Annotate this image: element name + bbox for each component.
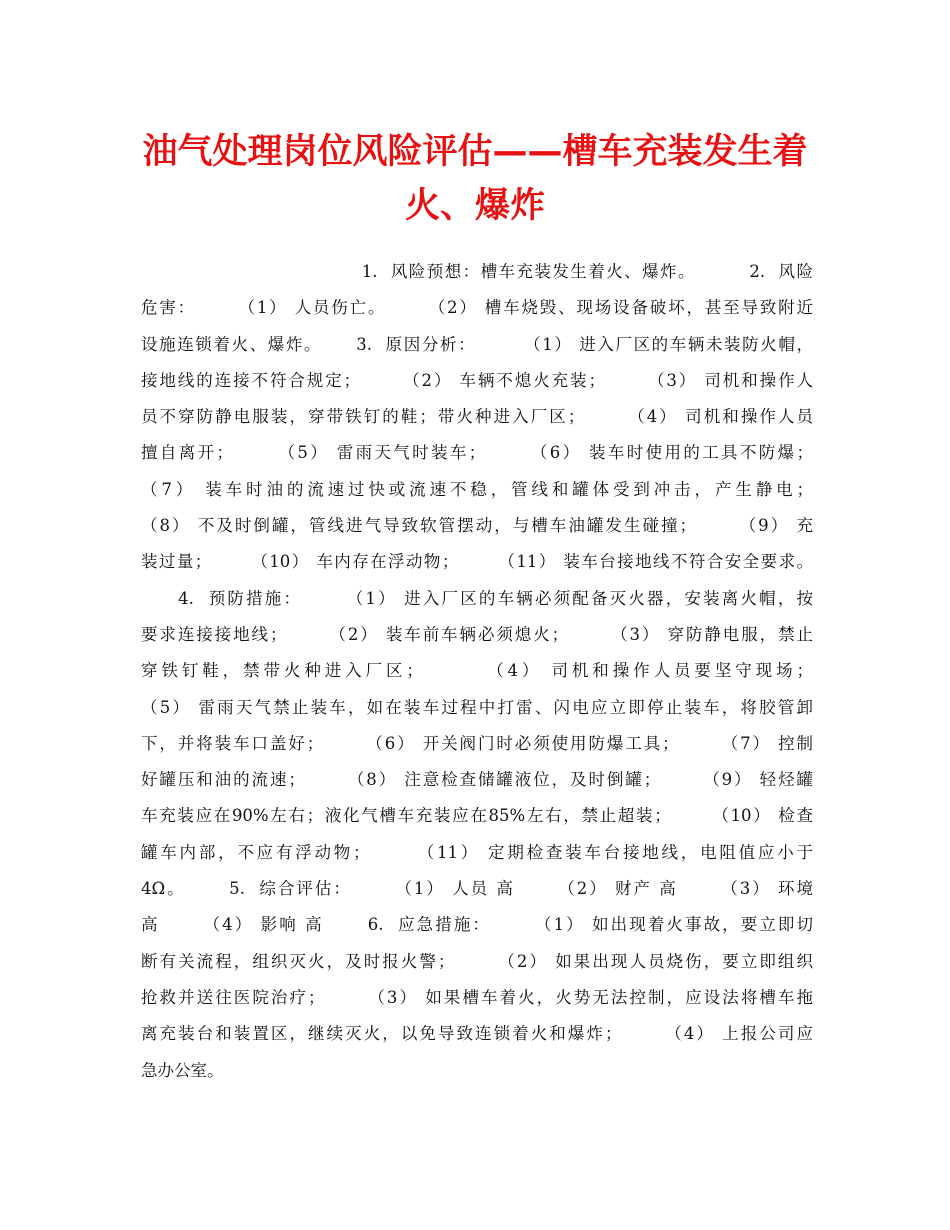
- document-body: [141, 254, 813, 1089]
- body-line: （5） 雷雨天气禁止装车，如在装车过程中打雷、闪电应立即停止装车，将胶管卸: [141, 697, 813, 717]
- title-line-1: 油气处理岗位风险评估——槽车充装发生着: [142, 132, 808, 172]
- title-line-2: 火、爆炸: [404, 186, 545, 226]
- body-line: 车充装应在90%左右；液化气槽车充装应在85%左右，禁止超装； （10） 检查: [141, 806, 813, 826]
- body-line: 罐车内部，不应有浮动物； （11） 定期检查装车台接地线，电阻值应小于: [141, 842, 813, 862]
- body-line: （7） 装车时油的流速过快或流速不稳，管线和罐体受到冲击，产生静电；: [141, 479, 813, 499]
- body-line: 穿铁钉鞋，禁带火种进入厂区； （4） 司机和操作人员要坚守现场；: [141, 661, 813, 681]
- body-line: 员不穿防静电服装，穿带铁钉的鞋；带火种进入厂区； （4） 司机和操作人员: [141, 407, 813, 427]
- body-line: 离充装台和装置区，继续灭火，以免导致连锁着火和爆炸； （4） 上报公司应: [141, 1024, 813, 1044]
- body-line: 抢救并送往医院治疗； （3） 如果槽车着火，火势无法控制，应设法将槽车拖: [141, 987, 813, 1007]
- body-line: 接地线的连接不符合规定； （2） 车辆不熄火充装； （3） 司机和操作人: [141, 370, 813, 390]
- body-line: 设施连锁着火、爆炸。 3. 原因分析： （1） 进入厂区的车辆未装防火帽，: [141, 334, 813, 354]
- body-line: 危害： （1） 人员伤亡。 （2） 槽车烧毁、现场设备破坏，甚至导致附近: [141, 298, 813, 318]
- body-line: 擅自离开； （5） 雷雨天气时装车； （6） 装车时使用的工具不防爆；: [141, 443, 813, 463]
- body-line: 下，并将装车口盖好； （6） 开关阀门时必须使用防爆工具； （7） 控制: [141, 733, 813, 753]
- body-line: 4. 预防措施： （1） 进入厂区的车辆必须配备灭火器，安装离火帽，按: [141, 588, 813, 608]
- body-line: 急办公室。: [141, 1060, 224, 1080]
- body-line: 要求连接接地线； （2） 装车前车辆必须熄火； （3） 穿防静电服，禁止: [141, 624, 813, 644]
- document-title: [120, 125, 830, 233]
- body-line: 4Ω。 5. 综合评估： （1） 人员 高 （2） 财产 高 （3） 环境: [141, 879, 813, 899]
- body-line: 好罐压和油的流速； （8） 注意检查储罐液位，及时倒罐； （9） 轻烃罐: [141, 770, 813, 790]
- body-line: （8） 不及时倒罐，管线进气导致软管摆动，与槽车油罐发生碰撞； （9） 充: [141, 516, 813, 536]
- body-line: 装过量； （10） 车内存在浮动物； （11） 装车台接地线不符合安全要求。: [141, 552, 813, 572]
- body-line: 1. 风险预想：槽车充装发生着火、爆炸。 2. 风险: [141, 262, 813, 281]
- body-line: 断有关流程，组织灭火，及时报火警； （2） 如果出现人员烧伤，要立即组织: [141, 951, 813, 971]
- body-line: 高 （4） 影响 高 6. 应急措施： （1） 如出现着火事故，要立即切: [141, 915, 813, 935]
